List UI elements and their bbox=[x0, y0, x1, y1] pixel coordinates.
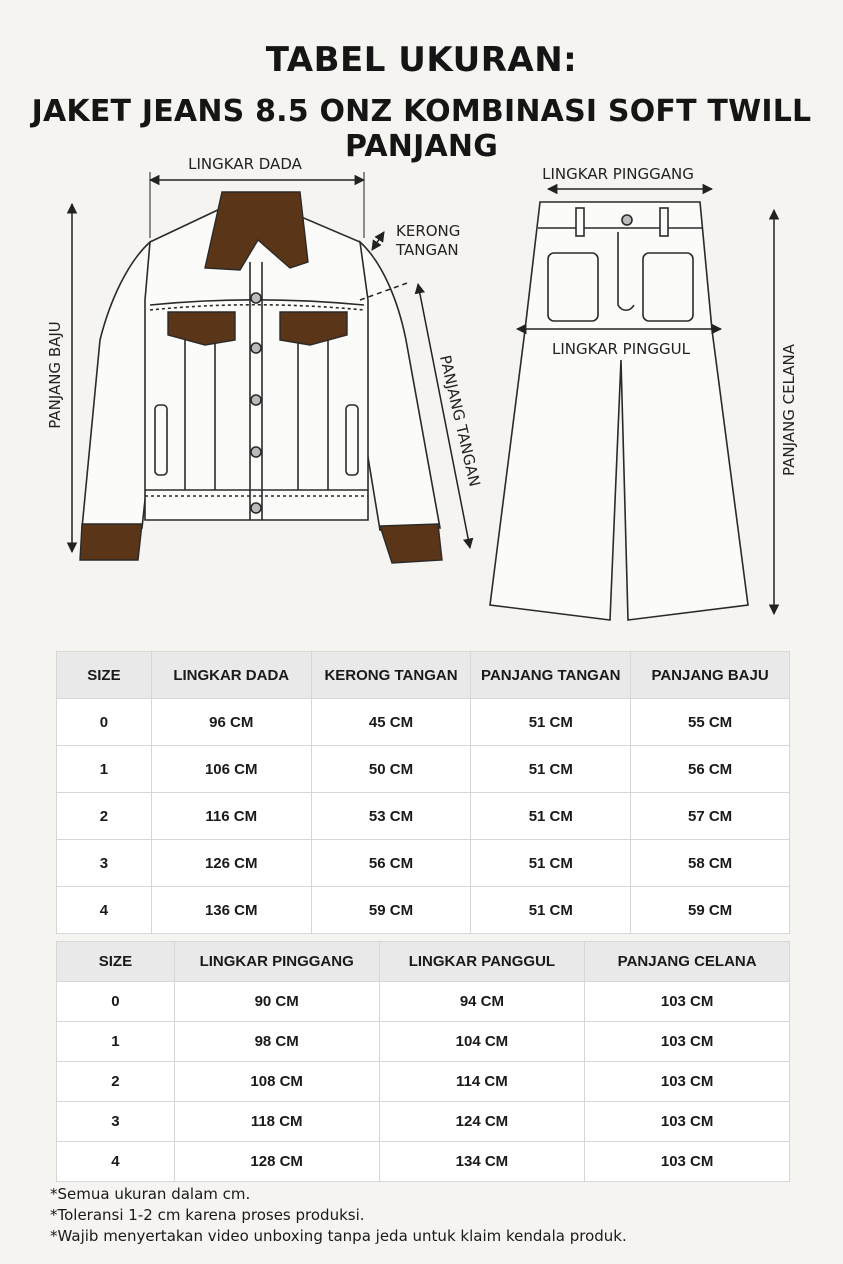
table-cell: 56 CM bbox=[631, 746, 790, 793]
label-panjang-celana: PANJANG CELANA bbox=[780, 344, 798, 476]
table-cell: 51 CM bbox=[471, 699, 631, 746]
label-lingkar-pinggul: LINGKAR PINGGUL bbox=[552, 340, 690, 358]
table-cell: 1 bbox=[57, 1022, 175, 1062]
table-cell: 108 CM bbox=[174, 1062, 379, 1102]
table-cell: 59 CM bbox=[311, 887, 471, 934]
table-row bbox=[57, 840, 790, 887]
table-cell: 4 bbox=[57, 887, 152, 934]
table-cell: 56 CM bbox=[311, 840, 471, 887]
table-row bbox=[57, 793, 790, 840]
table-row bbox=[57, 699, 790, 746]
table-header-row bbox=[57, 652, 790, 699]
table-cell: 90 CM bbox=[174, 982, 379, 1022]
table-row bbox=[57, 887, 790, 934]
table-cell: 103 CM bbox=[585, 982, 790, 1022]
footnote: *Toleransi 1-2 cm karena proses produksi. bbox=[50, 1206, 365, 1224]
column-header: SIZE bbox=[57, 942, 175, 982]
table-cell: 45 CM bbox=[311, 699, 471, 746]
table-cell: 134 CM bbox=[379, 1142, 585, 1182]
table-cell: 124 CM bbox=[379, 1102, 585, 1142]
footnotes bbox=[50, 1184, 627, 1247]
column-header: LINGKAR PINGGANG bbox=[174, 942, 379, 982]
table-cell: 51 CM bbox=[471, 746, 631, 793]
page-subtitle: JAKET JEANS 8.5 ONZ KOMBINASI SOFT TWILL PANJANG bbox=[31, 94, 812, 164]
label-panjang-tangan: PANJANG TANGAN bbox=[436, 353, 484, 489]
table-cell: 51 CM bbox=[471, 840, 631, 887]
column-header: KERONG TANGAN bbox=[311, 652, 471, 699]
label-lingkar-dada: LINGKAR DADA bbox=[188, 155, 302, 173]
table-cell: 136 CM bbox=[151, 887, 311, 934]
table-cell: 55 CM bbox=[631, 699, 790, 746]
table-cell: 2 bbox=[57, 793, 152, 840]
table-cell: 116 CM bbox=[151, 793, 311, 840]
table-cell: 103 CM bbox=[585, 1102, 790, 1142]
column-header: PANJANG BAJU bbox=[631, 652, 790, 699]
column-header: LINGKAR DADA bbox=[151, 652, 311, 699]
table-cell: 3 bbox=[57, 1102, 175, 1142]
column-header: LINGKAR PANGGUL bbox=[379, 942, 585, 982]
label-kerong-tangan-2: TANGAN bbox=[396, 241, 459, 259]
table-cell: 53 CM bbox=[311, 793, 471, 840]
table-cell: 103 CM bbox=[585, 1062, 790, 1102]
table-cell: 94 CM bbox=[379, 982, 585, 1022]
table-cell: 4 bbox=[57, 1142, 175, 1182]
table-row bbox=[57, 1062, 790, 1102]
column-header: PANJANG TANGAN bbox=[471, 652, 631, 699]
pants-drawing bbox=[490, 202, 748, 620]
table-cell: 118 CM bbox=[174, 1102, 379, 1142]
footnote: *Semua ukuran dalam cm. bbox=[50, 1185, 251, 1203]
table-cell: 1 bbox=[57, 746, 152, 793]
table-row bbox=[57, 746, 790, 793]
pants-size-table bbox=[56, 941, 790, 1182]
table-cell: 2 bbox=[57, 1062, 175, 1102]
label-kerong-tangan-1: KERONG bbox=[396, 222, 461, 240]
table-cell: 57 CM bbox=[631, 793, 790, 840]
table-cell: 128 CM bbox=[174, 1142, 379, 1182]
column-header: SIZE bbox=[57, 652, 152, 699]
size-illustration bbox=[0, 140, 843, 640]
table-cell: 51 CM bbox=[471, 793, 631, 840]
table-cell: 58 CM bbox=[631, 840, 790, 887]
table-row bbox=[57, 1022, 790, 1062]
table-row bbox=[57, 1102, 790, 1142]
footnote: *Wajib menyertakan video unboxing tanpa jeda untuk klaim kendala produk. bbox=[50, 1227, 627, 1245]
label-lingkar-pinggang: LINGKAR PINGGANG bbox=[542, 165, 694, 183]
table-cell: 126 CM bbox=[151, 840, 311, 887]
table-cell: 98 CM bbox=[174, 1022, 379, 1062]
column-header: PANJANG CELANA bbox=[585, 942, 790, 982]
table-cell: 59 CM bbox=[631, 887, 790, 934]
table-cell: 50 CM bbox=[311, 746, 471, 793]
table-header-row bbox=[57, 942, 790, 982]
page-title: TABEL UKURAN: bbox=[265, 40, 578, 80]
table-cell: 96 CM bbox=[151, 699, 311, 746]
table-cell: 51 CM bbox=[471, 887, 631, 934]
table-cell: 3 bbox=[57, 840, 152, 887]
jacket-size-table bbox=[56, 651, 790, 934]
table-cell: 114 CM bbox=[379, 1062, 585, 1102]
table-row bbox=[57, 982, 790, 1022]
table-cell: 103 CM bbox=[585, 1022, 790, 1062]
jacket-drawing bbox=[82, 208, 440, 530]
table-cell: 0 bbox=[57, 982, 175, 1022]
table-cell: 103 CM bbox=[585, 1142, 790, 1182]
table-cell: 104 CM bbox=[379, 1022, 585, 1062]
table-cell: 106 CM bbox=[151, 746, 311, 793]
table-row bbox=[57, 1142, 790, 1182]
label-panjang-baju: PANJANG BAJU bbox=[46, 321, 64, 429]
table-cell: 0 bbox=[57, 699, 152, 746]
